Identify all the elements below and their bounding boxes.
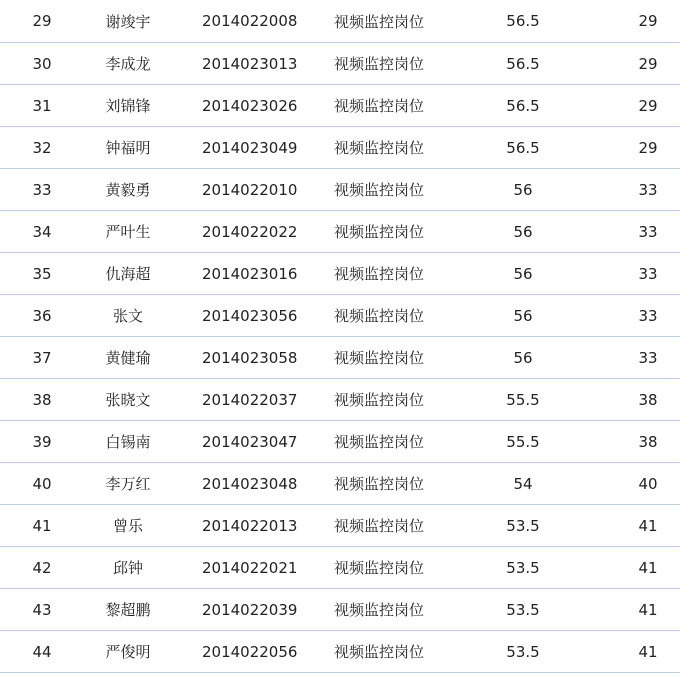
table-row <box>0 127 700 169</box>
position-cell: 视频监控岗位 <box>334 433 425 451</box>
position-cell: 视频监控岗位 <box>334 475 425 493</box>
rank-cell: 29 <box>32 12 52 30</box>
table-row <box>0 211 700 253</box>
table-row <box>0 0 700 43</box>
exam-id-cell: 2014022010 <box>202 180 298 199</box>
table-row <box>0 631 700 673</box>
score-cell: 56.5 <box>506 12 540 30</box>
name-cell: 白锡南 <box>105 433 151 451</box>
order-cell: 40 <box>638 474 658 493</box>
table-row <box>0 505 700 547</box>
exam-id-cell: 2014023056 <box>202 306 298 325</box>
position-cell: 视频监控岗位 <box>334 517 425 535</box>
score-cell: 56 <box>513 306 533 325</box>
position-cell: 视频监控岗位 <box>334 55 425 73</box>
score-cell: 56.5 <box>506 96 540 115</box>
exam-id-cell: 2014023058 <box>202 348 298 367</box>
name-cell: 严俊明 <box>105 643 151 661</box>
name-cell: 钟福明 <box>105 139 151 157</box>
score-cell: 53.5 <box>506 600 540 619</box>
table-row <box>0 463 700 505</box>
exam-id-cell: 2014023013 <box>202 54 298 73</box>
name-cell: 黎超鹏 <box>105 601 151 619</box>
position-cell: 视频监控岗位 <box>334 559 425 577</box>
position-cell: 视频监控岗位 <box>334 139 425 157</box>
rank-cell: 43 <box>32 600 52 619</box>
exam-id-cell: 2014023026 <box>202 96 298 115</box>
name-cell: 邱钟 <box>112 559 143 577</box>
exam-id-cell: 2014023016 <box>202 264 298 283</box>
position-cell: 视频监控岗位 <box>334 265 425 283</box>
rank-cell: 37 <box>32 348 52 367</box>
score-cell: 56 <box>513 180 533 199</box>
rank-cell: 38 <box>32 390 52 409</box>
name-cell: 李万红 <box>105 475 151 493</box>
score-cell: 56.5 <box>506 138 540 157</box>
score-cell: 56 <box>513 222 533 241</box>
order-cell: 33 <box>638 348 658 367</box>
exam-id-cell: 2014022037 <box>202 390 298 409</box>
table-row <box>0 85 700 127</box>
name-cell: 严叶生 <box>105 223 151 241</box>
order-cell: 33 <box>638 306 658 325</box>
name-cell: 曾乐 <box>112 517 143 535</box>
order-cell: 41 <box>638 516 658 535</box>
exam-id-cell: 2014023047 <box>202 432 298 451</box>
table-row <box>0 337 700 379</box>
position-cell: 视频监控岗位 <box>334 601 425 619</box>
score-cell: 53.5 <box>506 558 540 577</box>
order-cell: 41 <box>638 600 658 619</box>
table-row <box>0 295 700 337</box>
score-cell: 54 <box>513 474 533 493</box>
name-cell: 张晓文 <box>105 391 151 409</box>
score-cell: 53.5 <box>506 516 540 535</box>
position-cell: 视频监控岗位 <box>334 391 425 409</box>
rank-cell: 44 <box>32 642 52 661</box>
exam-id-cell: 2014022056 <box>202 642 298 661</box>
rank-cell: 33 <box>32 180 52 199</box>
exam-id-cell: 2014023049 <box>202 138 298 157</box>
order-cell: 41 <box>638 558 658 577</box>
name-cell: 刘锦锋 <box>105 97 151 115</box>
rank-cell: 41 <box>32 516 52 535</box>
order-cell: 38 <box>638 432 658 451</box>
rank-cell: 34 <box>32 222 52 241</box>
name-cell: 张文 <box>112 307 143 325</box>
position-cell: 视频监控岗位 <box>334 181 425 199</box>
name-cell: 仇海超 <box>105 265 151 283</box>
exam-id-cell: 2014022021 <box>202 558 298 577</box>
exam-id-cell: 2014022039 <box>202 600 298 619</box>
rank-cell: 39 <box>32 432 52 451</box>
rank-cell: 32 <box>32 138 52 157</box>
order-cell: 33 <box>638 180 658 199</box>
order-cell: 41 <box>638 642 658 661</box>
rank-cell: 40 <box>32 474 52 493</box>
score-cell: 53.5 <box>506 642 540 661</box>
name-cell: 黄毅勇 <box>105 181 151 199</box>
rank-cell: 35 <box>32 264 52 283</box>
order-cell: 38 <box>638 390 658 409</box>
order-cell: 29 <box>638 54 658 73</box>
score-cell: 56 <box>513 348 533 367</box>
position-cell: 视频监控岗位 <box>334 307 425 325</box>
name-cell: 黄健瑜 <box>105 349 151 367</box>
page-edge <box>680 0 700 677</box>
exam-id-cell: 2014023048 <box>202 474 298 493</box>
score-cell: 56.5 <box>506 54 540 73</box>
table-row <box>0 421 700 463</box>
table-row <box>0 547 700 589</box>
rank-cell: 42 <box>32 558 52 577</box>
table-row <box>0 169 700 211</box>
table-row <box>0 253 700 295</box>
position-cell: 视频监控岗位 <box>334 97 425 115</box>
position-cell: 视频监控岗位 <box>334 223 425 241</box>
rank-cell: 31 <box>32 96 52 115</box>
score-cell: 55.5 <box>506 390 540 409</box>
order-cell: 33 <box>638 264 658 283</box>
exam-id-cell: 2014022022 <box>202 222 298 241</box>
rank-cell: 30 <box>32 54 52 73</box>
name-cell: 谢竣宇 <box>105 12 151 31</box>
position-cell: 视频监控岗位 <box>334 643 425 661</box>
order-cell: 29 <box>638 138 658 157</box>
score-cell: 56 <box>513 264 533 283</box>
name-cell: 李成龙 <box>105 55 151 73</box>
position-cell: 视频监控岗位 <box>334 12 425 31</box>
order-cell: 29 <box>638 12 658 30</box>
rank-cell: 36 <box>32 306 52 325</box>
position-cell: 视频监控岗位 <box>334 349 425 367</box>
order-cell: 33 <box>638 222 658 241</box>
table-row <box>0 43 700 85</box>
exam-id-cell: 2014022013 <box>202 516 298 535</box>
order-cell: 29 <box>638 96 658 115</box>
table-row <box>0 589 700 631</box>
exam-id-cell: 2014022008 <box>202 12 298 30</box>
table-row <box>0 379 700 421</box>
score-cell: 55.5 <box>506 432 540 451</box>
